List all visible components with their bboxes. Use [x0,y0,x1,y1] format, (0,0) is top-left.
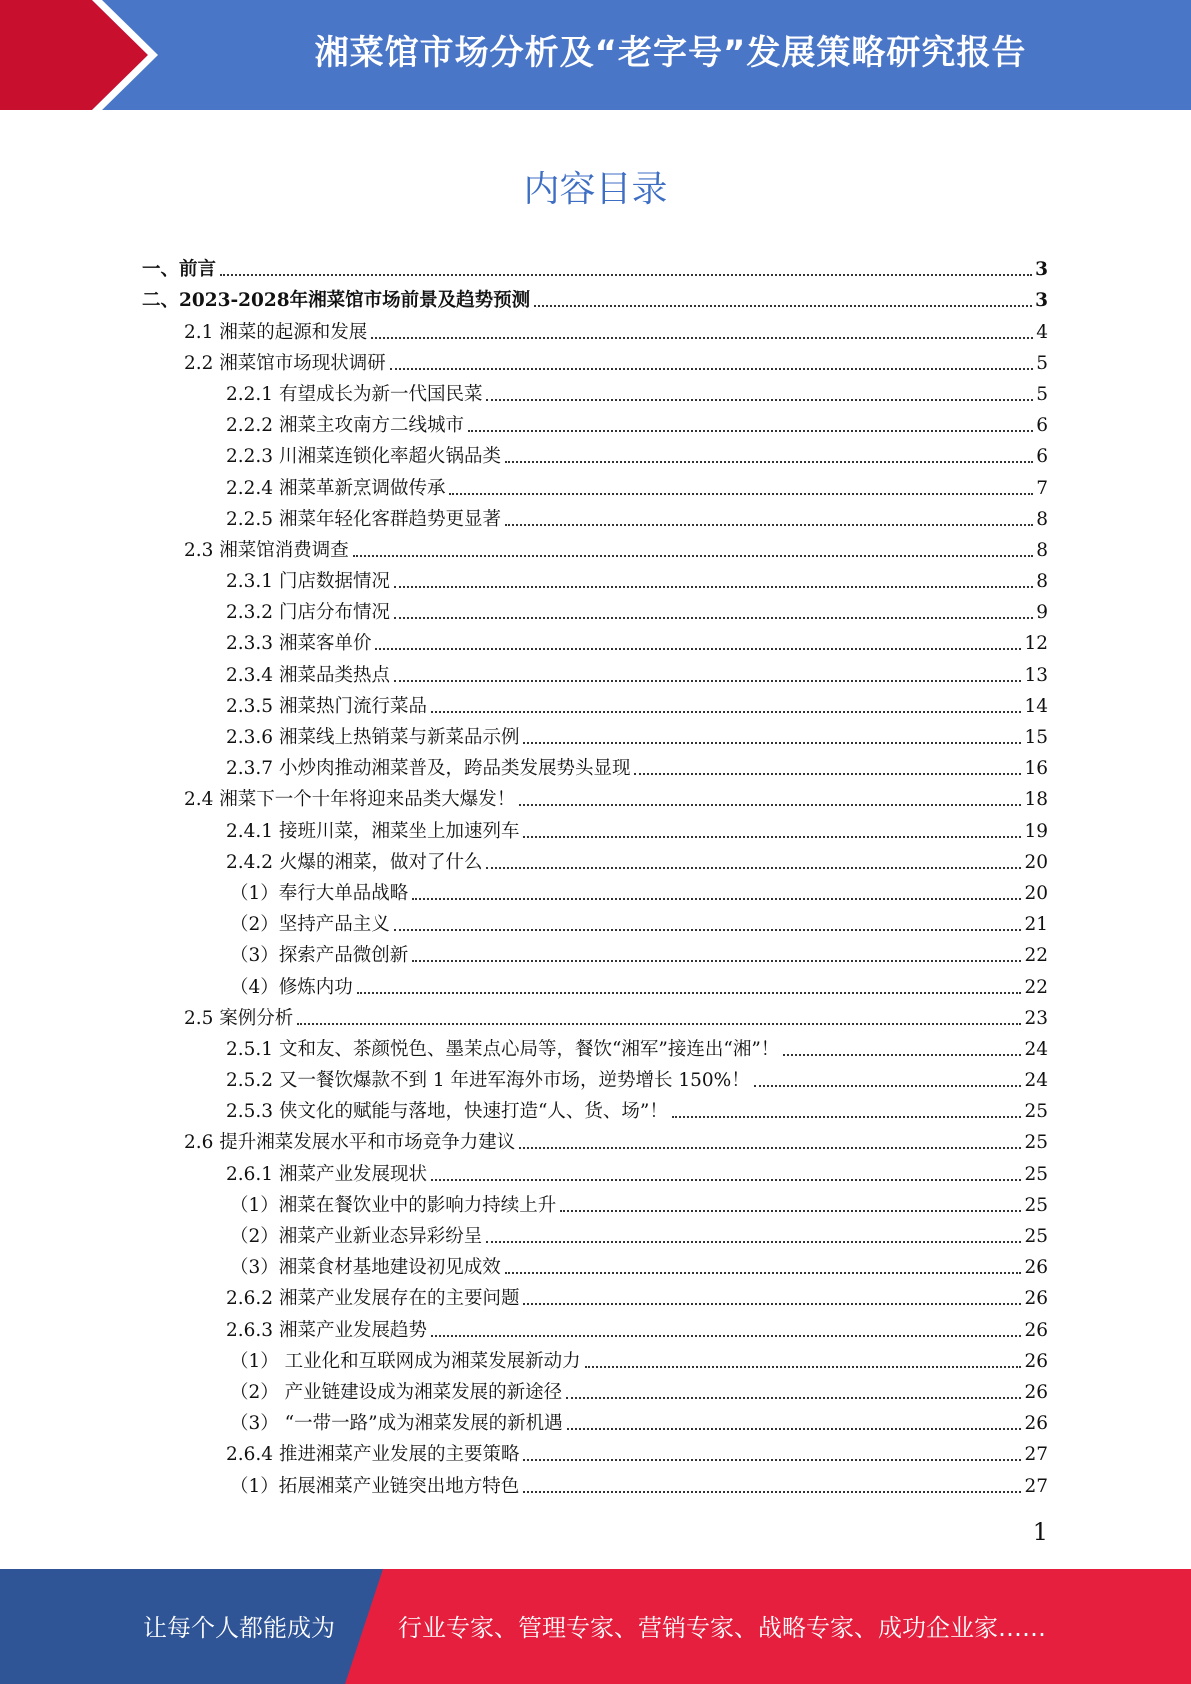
toc-entry-title: 2.3.2 门店分布情况 [226,602,390,624]
toc-entry-title: （3） “一带一路”成为湘菜发展的新机遇 [230,1413,563,1435]
report-title: 湘菜馆市场分析及“老字号”发展策略研究报告 [314,33,1027,73]
toc-dot-leader [390,368,1033,370]
toc-entry-title: 2.6 提升湘菜发展水平和市场竞争力建议 [184,1132,516,1154]
toc-dot-leader [431,1179,1021,1181]
toc-entry[interactable] [142,1158,1048,1189]
toc-entry[interactable] [142,472,1048,503]
toc-dot-leader [431,711,1021,713]
toc-entry-title: 一、前言 [142,259,217,281]
toc-entry-title: 2.5.3 侠文化的赋能与落地，快速打造“人、货、场”！ [226,1101,668,1123]
toc-entry[interactable] [142,1034,1048,1065]
toc-dot-leader [523,742,1021,744]
toc-entry[interactable] [142,316,1048,347]
toc-dot-leader [585,1366,1022,1368]
toc-entry[interactable] [142,940,1048,971]
toc-dot-leader [567,1428,1022,1430]
toc-entry-title: 2.4.2 火爆的湘菜，做对了什么 [226,851,483,873]
toc-entry-title: 2.5.2 又一餐饮爆款不到 1 年进军海外市场，逆势增长 150%！ [226,1070,750,1092]
toc-entry-page: 25 [1024,1194,1048,1216]
toc-entry-title: （1） 工业化和互联网成为湘菜发展新动力 [230,1350,581,1372]
toc-entry-title: 2.3 湘菜馆消费调查 [184,539,349,561]
toc-entry[interactable] [142,1346,1048,1377]
toc-entry[interactable] [142,1470,1048,1501]
toc-entry-page: 21 [1024,914,1048,936]
toc-entry-page: 24 [1024,1038,1048,1060]
toc-entry-title: 2.4.1 接班川菜，湘菜坐上加速列车 [226,820,520,842]
toc-entry[interactable] [142,1221,1048,1252]
toc-entry-page: 27 [1024,1444,1048,1466]
toc-dot-leader [566,1397,1021,1399]
toc-entry[interactable] [142,722,1048,753]
toc-entry-title: （3）湘菜食材基地建设初见成效 [230,1257,501,1279]
toc-dot-leader [560,1210,1021,1212]
toc-entry[interactable] [142,628,1048,659]
toc-entry[interactable] [142,1314,1048,1345]
toc-entry-title: 2.3.5 湘菜热门流行菜品 [226,695,427,717]
toc-entry-title: （1）湘菜在餐饮业中的影响力持续上升 [230,1194,557,1216]
toc-dot-leader [394,586,1033,588]
toc-entry[interactable] [142,1065,1048,1096]
toc-entry-page: 7 [1036,477,1048,499]
footer-slogan-left: 让每个人都能成为 [143,1614,335,1642]
toc-dot-leader [486,1241,1021,1243]
toc-dot-leader [220,274,1032,276]
header-red-arrow [0,0,150,110]
toc-dot-leader [519,804,1021,806]
toc-entry-title: 2.6.4 推进湘菜产业发展的主要策略 [226,1444,520,1466]
toc-entry-page: 22 [1024,976,1048,998]
toc-entry-title: 2.2.1 有望成长为新一代国民菜 [226,383,483,405]
toc-entry-page: 9 [1036,602,1048,624]
page-number: 1 [1032,1518,1048,1546]
toc-entry-page: 20 [1024,851,1048,873]
toc-entry-title: 2.5.1 文和友、茶颜悦色、墨茉点心局等，餐饮“湘军”接连出“湘”！ [226,1038,780,1060]
toc-entry-title: 2.2 湘菜馆市场现状调研 [184,352,386,374]
toc-entry[interactable] [142,1252,1048,1283]
toc-entry-page: 26 [1024,1319,1048,1341]
toc-entry-title: 2.1 湘菜的起源和发展 [184,321,368,343]
toc-dot-leader [523,836,1021,838]
toc-entry-title: （2）湘菜产业新业态异彩纷呈 [230,1226,483,1247]
toc-dot-leader [412,960,1021,962]
toc-dot-leader [523,1491,1021,1493]
header-banner [0,0,1191,110]
toc-entry-title: 2.3.4 湘菜品类热点 [226,664,390,686]
toc-entry[interactable] [142,1096,1048,1127]
toc-entry-title: 2.6.3 湘菜产业发展趋势 [226,1319,427,1341]
toc-entry[interactable] [142,659,1048,690]
footer-banner [0,1569,1191,1684]
toc-entry[interactable] [142,971,1048,1002]
toc-dot-leader [357,992,1022,994]
toc-entry-title: （1）拓展湘菜产业链突出地方特色 [230,1475,520,1497]
toc-dot-leader [375,648,1021,650]
toc-entry[interactable] [142,566,1048,597]
toc-entry-page: 8 [1036,508,1048,530]
toc-dot-leader [412,898,1021,900]
toc-entry-page: 13 [1024,664,1048,686]
toc-entry-page: 20 [1024,882,1048,904]
toc-entry-page: 3 [1035,290,1048,312]
toc-dot-leader [353,555,1033,557]
toc-dot-leader [449,493,1033,495]
toc-entry-page: 22 [1024,945,1048,967]
toc-dot-leader [634,773,1021,775]
toc-entry[interactable] [142,1283,1048,1314]
toc-dot-leader [783,1054,1021,1056]
toc-entry-page: 23 [1024,1007,1048,1029]
toc-entry[interactable] [142,1439,1048,1470]
toc-entry-page: 15 [1024,727,1048,748]
toc-entry-page: 25 [1024,1101,1048,1123]
toc-dot-leader [431,1335,1021,1337]
toc-dot-leader [394,929,1022,931]
toc-entry[interactable] [142,1377,1048,1408]
toc-dot-leader [486,867,1021,869]
toc-dot-leader [523,1303,1021,1305]
toc-entry-page: 12 [1024,633,1048,655]
toc-entry-page: 5 [1036,352,1048,374]
toc-heading: 内容目录 [523,169,668,210]
toc-entry[interactable] [142,909,1048,940]
toc-entry[interactable] [142,348,1048,379]
toc-entry[interactable] [142,535,1048,566]
toc-entry-page: 27 [1024,1475,1048,1497]
toc-entry[interactable] [142,441,1048,472]
toc-entry-title: 2.5 案例分析 [184,1007,294,1029]
toc-entry-title: 2.6.2 湘菜产业发展存在的主要问题 [226,1288,520,1310]
toc-entry-page: 8 [1036,571,1048,593]
footer-slogan-right: 行业专家、管理专家、营销专家、战略专家、成功企业家…… [398,1614,1046,1642]
toc-entry-title: （3）探索产品微创新 [230,945,409,967]
table-of-contents [142,254,1048,1502]
toc-entry-page: 6 [1036,446,1048,468]
toc-entry-title: （2） 产业链建设成为湘菜发展的新途径 [230,1381,563,1403]
toc-entry-title: 2.6.1 湘菜产业发展现状 [226,1163,427,1185]
toc-entry-title: 2.4 湘菜下一个十年将迎来品类大爆发！ [184,789,516,811]
toc-entry-page: 26 [1024,1288,1048,1310]
toc-entry-title: 2.3.6 湘菜线上热销菜与新菜品示例 [226,727,520,748]
toc-entry[interactable] [142,1408,1048,1439]
toc-dot-leader [519,1147,1021,1149]
toc-entry-title: 2.3.7 小炒肉推动湘菜普及，跨品类发展势头显现 [226,758,631,780]
toc-entry-page: 25 [1024,1163,1048,1185]
toc-entry[interactable] [142,815,1048,846]
toc-dot-leader [394,617,1033,619]
toc-entry[interactable] [142,285,1048,316]
toc-entry-title: 2.2.5 湘菜年轻化客群趋势更显著 [226,508,501,530]
toc-entry-page: 26 [1024,1413,1048,1435]
toc-dot-leader [534,305,1032,307]
toc-entry-title: 2.3.3 湘菜客单价 [226,633,372,655]
toc-entry-page: 5 [1036,383,1048,405]
toc-dot-leader [505,461,1033,463]
toc-dot-leader [754,1085,1022,1087]
toc-entry-title: （4）修炼内功 [230,976,353,998]
toc-entry[interactable] [142,254,1048,285]
toc-entry-title: 2.2.3 川湘菜连锁化率超火锅品类 [226,446,501,468]
toc-entry-title: 2.2.2 湘菜主攻南方二线城市 [226,415,464,437]
toc-entry-page: 19 [1024,820,1048,842]
toc-entry-title: 2.2.4 湘菜革新烹调做传承 [226,477,446,499]
toc-entry-page: 18 [1024,789,1048,811]
toc-entry-title: （2）坚持产品主义 [230,914,390,936]
toc-entry-page: 16 [1024,758,1048,780]
toc-dot-leader [468,430,1033,432]
toc-dot-leader [394,680,1021,682]
toc-entry-page: 8 [1036,539,1048,561]
toc-entry[interactable] [142,1190,1048,1221]
toc-entry-page: 24 [1024,1070,1048,1092]
toc-entry[interactable] [142,504,1048,535]
toc-dot-leader [523,1459,1021,1461]
toc-entry[interactable] [142,847,1048,878]
toc-entry[interactable] [142,878,1048,909]
toc-entry-page: 26 [1024,1257,1048,1279]
toc-entry-page: 6 [1036,415,1048,437]
toc-entry-page: 25 [1024,1132,1048,1154]
toc-dot-leader [297,1023,1021,1025]
toc-entry-page: 14 [1024,695,1048,717]
toc-dot-leader [505,524,1033,526]
toc-entry[interactable] [142,691,1048,722]
toc-dot-leader [486,399,1033,401]
toc-dot-leader [371,337,1033,339]
toc-entry-page: 4 [1036,321,1048,343]
toc-entry[interactable] [142,1003,1048,1034]
toc-dot-leader [672,1116,1022,1118]
toc-entry[interactable] [142,784,1048,815]
toc-entry-page: 25 [1024,1226,1048,1247]
toc-entry-page: 3 [1035,259,1048,281]
toc-dot-leader [505,1272,1022,1274]
toc-entry-title: 2.3.1 门店数据情况 [226,571,390,593]
toc-entry[interactable] [142,1127,1048,1158]
toc-entry[interactable] [142,410,1048,441]
toc-entry-page: 26 [1024,1350,1048,1372]
toc-entry-title: 二、2023-2028年湘菜馆市场前景及趋势预测 [142,290,531,312]
toc-entry-title: （1）奉行大单品战略 [230,882,409,904]
toc-entry[interactable] [142,597,1048,628]
toc-entry[interactable] [142,379,1048,410]
toc-entry[interactable] [142,753,1048,784]
toc-entry-page: 26 [1024,1381,1048,1403]
